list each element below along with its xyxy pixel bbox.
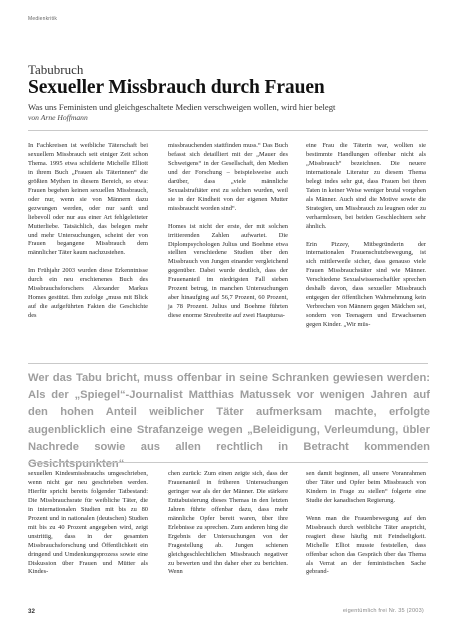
paragraph: missbrauchenden stattfinden muss.“ Das Buch befasst sich detailliert mit der „Mauer des Schweigens“ in der Gesellschaft, den Medien und der Forschung – beispielsweise auch darüber, dass „viele männliche Sexualstraftäter erst zu solchen wurden, weil sie in der Kindheit von der eigenen Mutter missbraucht worden sind“.	[168, 142, 288, 212]
text-column-3	[306, 142, 426, 330]
article-kicker: Tabubruch	[28, 62, 84, 77]
paragraph: sen damit beginnen, all unsere Voranrahmen über Täter und Opfer beim Missbrauch von Kindern in Frage zu stellen“ folgerte eine Studie der kanadischen Regierung. Wenn man die Frauenbewegung auf den Missbrauch durch weibliche Täter anspricht, reagiert diese häufig mit Feindseligkeit. Michelle Elliot musste feststellen, dass offenbar schon das Gespräch über das Thema als Verrat an der feministischen Sache gebrand-	[306, 470, 426, 576]
journal-reference: eigentümlich frei Nr. 35 (2003)	[342, 608, 424, 614]
article-subtitle: Was uns Feministen und gleichgeschaltete Medien verschweigen wollen, wird hier belegt	[28, 102, 336, 112]
section-label: Medienkritik	[28, 16, 58, 22]
text-column-1	[28, 142, 148, 321]
article-byline: von Arne Hoffmann	[28, 113, 88, 122]
top-divider	[28, 130, 428, 131]
pull-quote-divider-top	[28, 363, 428, 364]
paragraph: eine Frau die Täterin war, wollten sie bestimmte Handlungen offenbar nicht als „Missbrauch“ bezeichnen. Die neuere internationale Literatur zu diesem Thema belegt indes sehr gut, dass Frauen bei ihren Taten in keiner Weise weniger brutal vorgehen als Männer. Auch sind die Motive sowie die Strategien, um Missbrauch zu leugnen oder zu verharmlosen, bei beiden Geschlechtern sehr ähnlich.	[306, 142, 426, 230]
paragraph: Im Frühjahr 2003 wurden diese Erkenntnisse durch ein neu erschienenes Buch des Missbrauchsforschers Alexander Markus Homes gestützt. Ihm zufolge „muss mit Blick auf die aufgeführten Fakten die Geschichte des	[28, 267, 148, 320]
paragraph: chen zurück: Zum einen zeigte sich, dass der Frauenanteil in früheren Untersuchungen geringer war als der der Männer. Die stärkere Enttabuisierung dieses Themas in den letzten Jahren führte offenbar dazu, dass mehr männliche Opfer bereit waren, über ihre Erlebnisse zu sprechen. Zum anderen hing die Ergebnis der Untersuchungen von der Fragestellung ab. Jungen schienen gleichgeschlechtlichen Missbrauch negativer zu bewerten und ihn daher eher zu berichten. Wenn	[168, 470, 288, 576]
page-number: 32	[28, 608, 35, 615]
paragraph: In Fachkreisen ist weibliche Täterschaft bei sexuellem Missbrauch seit einiger Zeit schon Thema. 1995 etwa schilderte Michelle Elliott in ihrem Buch „Frauen als Täterinnen“ die größten Mythen in diesem Bereich, so etwa: Frauen begehen keinen sexuellen Missbrauch, oder nur, wenn sie von Männern dazu gezwungen werden, oder nur sanft und liebevoll oder nur aus einer Art fehlgeleiteter Mutterliebe. Tatsächlich, das belegen mehr und mehr Untersuchungen, scheint der von Frauen begangene Missbrauch dem männlicher Täter kaum nachzustehen.	[28, 142, 148, 257]
paragraph: Homes ist nicht der erste, der mit solchen irritierenden Zahlen aufwartet. Die Diplompsychologen Julius und Boehme etwa stellten verschiedene Studien über den Missbrauch von Jungen einander vergleichend gegenüber. Dabei wurde deutlich, dass der Frauenanteil im niedrigsten Fall sieben Prozent betrug, in manchen Untersuchungen aber hinaufging auf 56,7 Prozent, 60 Prozent, ja 78 Prozent. Julius und Boehme führten diese enorme Streubreite auf zwei Hauptursa-	[168, 222, 288, 320]
text-column-2-continued	[168, 470, 288, 577]
article-title: Sexueller Missbrauch durch Frauen	[28, 77, 325, 98]
text-column-3-continued	[306, 470, 426, 577]
paragraph: Erin Pizzey, Mitbegründerin der internationalen Frauenschutzbewegung, ist sich mittlerweile sicher, dass genauso viele Frauen Missbrauchstäter sind wie Männer. Verschiedene Sexualwissenschaftler sprechen deshalb davon, dass sexueller Missbrauch entgegen der öffentlichen Wahrnehmung kein Verbrechen von Männern gegen Mädchen sei, sondern von Teenagern und Erwachsenen gegen Kinder. „Wir müs-	[306, 240, 426, 329]
text-column-2	[168, 142, 288, 321]
text-column-1-continued	[28, 470, 148, 577]
pull-quote-divider-bottom	[28, 462, 428, 463]
pull-quote: Wer das Tabu bricht, muss offenbar in seine Schranken gewiesen werden: Als der „Spiegel“-Journalist Matthias Matussek vor wenigen Jahren auf den hohen Anteil weiblicher Täter aufmerksam machte, erfolgte augenblicklich eine Strafanzeige wegen „Beleidigung, Verleumdung, übler Nachrede sowie aus allen rechtlich in Betracht kommenden Gesichtspunkten“	[28, 372, 430, 471]
paragraph: sexuellen Kindesmissbrauchs umgeschrieben, wenn nicht gar neu geschrieben werden. Hierfür spricht bereits folgender Tatbestand: Die Missbrauchsrate für weibliche Täter, die in internationalen Studien mit bis zu 80 Prozent und in nationalen (deutschen) Studien mit bis zu 40 Prozent angegeben wird, zeigt unstrittig, dass in der gesamten Missbrauchsforschung und Öffentlichkeit ein dringend und Umdenkungsprozess sowie eine Diskussion über Frauen und Mütter als Kindes-	[28, 470, 148, 576]
